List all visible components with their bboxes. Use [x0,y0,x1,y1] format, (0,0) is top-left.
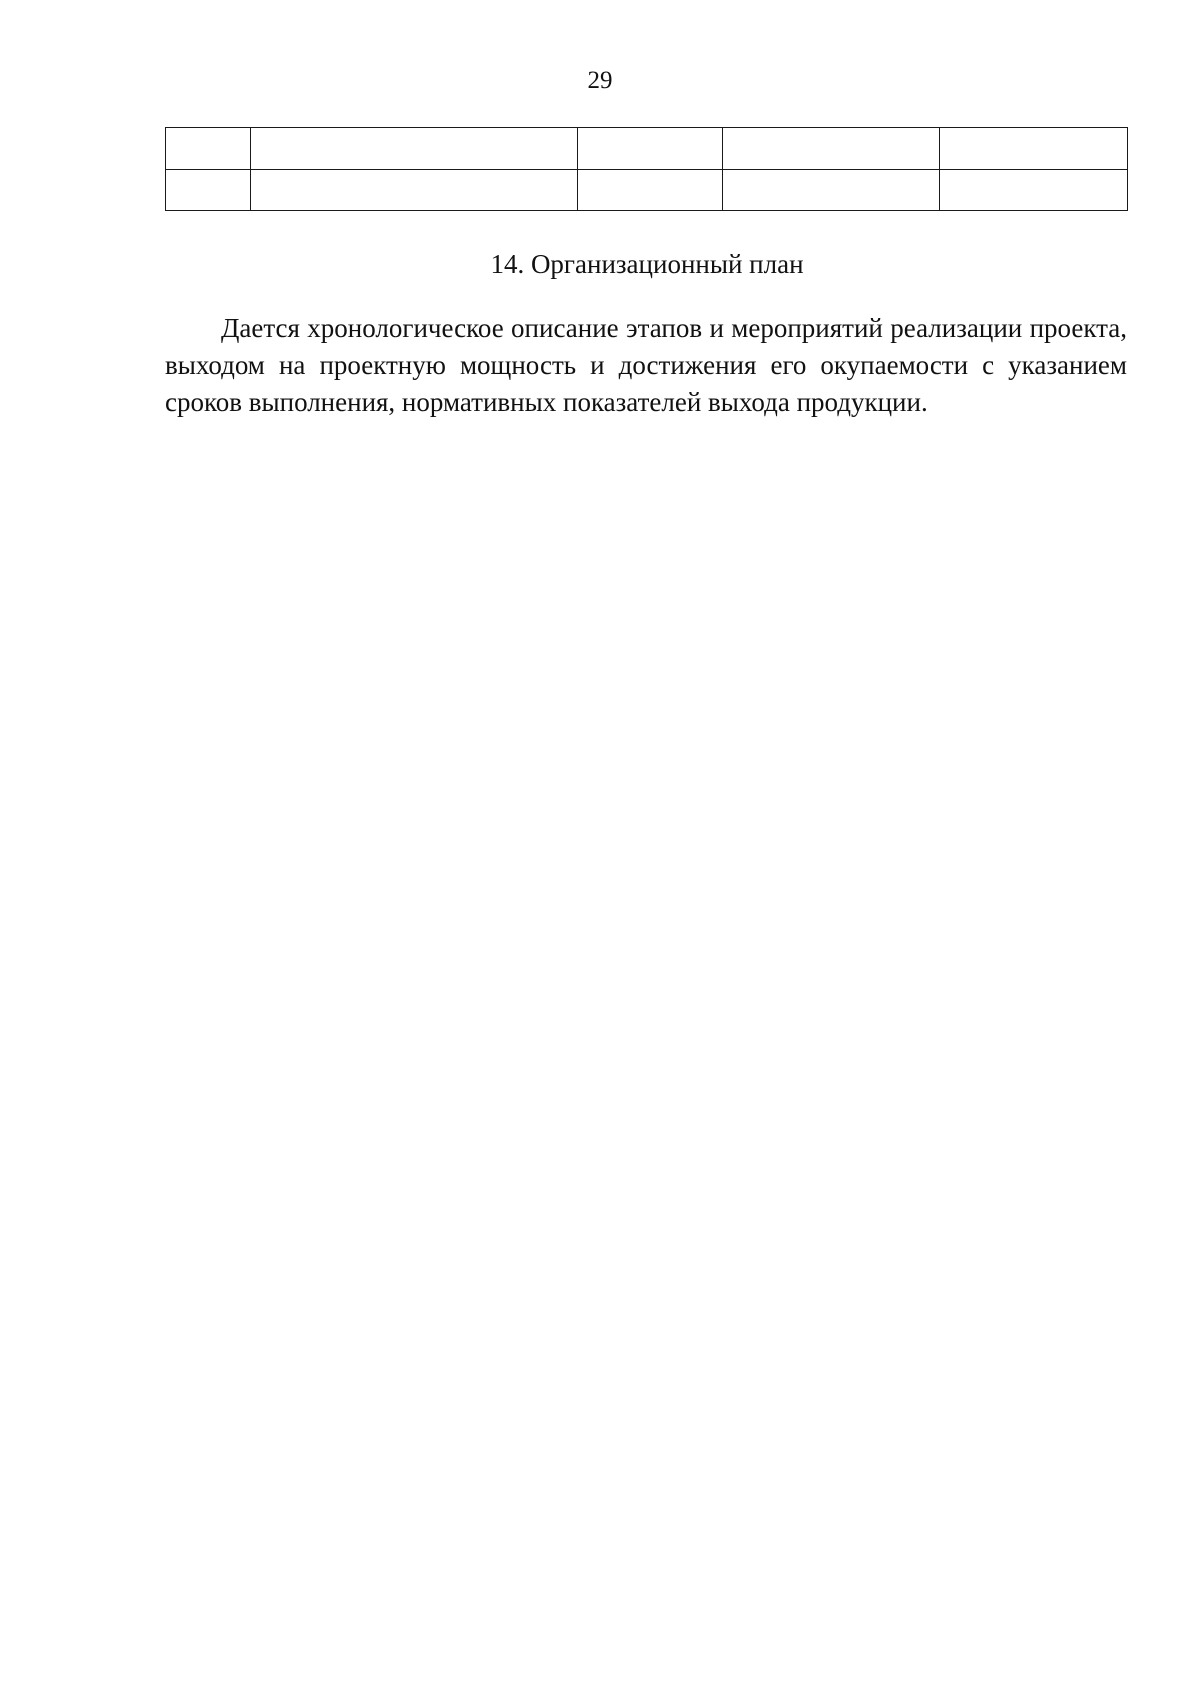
table-row [166,128,1128,170]
table-cell [940,169,1128,211]
table-cell [578,169,723,211]
table-cell [723,169,940,211]
table-cell [723,128,940,170]
table-row [166,169,1128,211]
page-number: 29 [587,67,613,94]
table-cell [940,128,1128,170]
blank-table [165,127,1128,211]
section-title: 14. Организационный план [490,249,804,279]
table-cell [166,128,251,170]
body-paragraph: Дается хронологическое описание этапов и мероприятий реализации проекта, выходом на проектную мощность и достижения его окупаемости с указанием сроков выполнения, нормативных показателей выхода продукции. [165,313,1127,417]
table-cell [166,169,251,211]
table-cell [578,128,723,170]
table-cell [251,128,578,170]
table-cell [251,169,578,211]
